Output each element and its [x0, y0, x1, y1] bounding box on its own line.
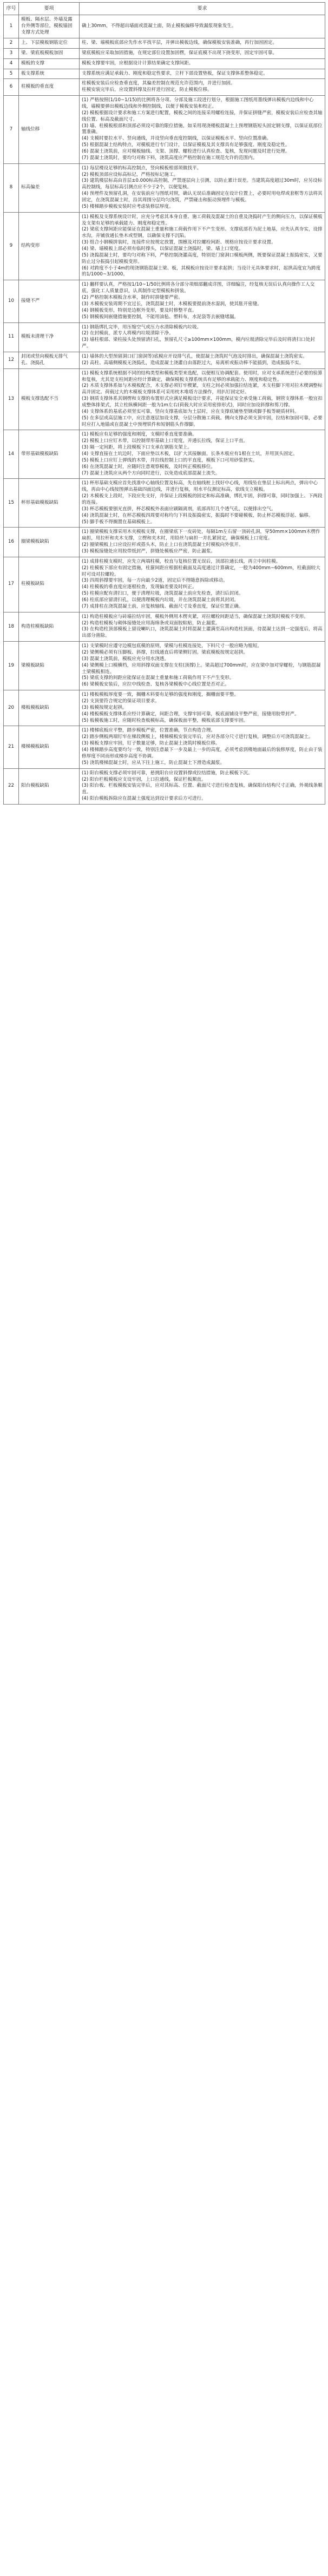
requirement-paragraph: (1) 模板应有足够的强度和刚度，支模时垂直度要准确。: [82, 432, 197, 438]
requirement-paragraph: (3) 墙柱根部、梁柱接头处预留清扫孔，预留孔尺寸≥100mm×100mm，模内垃圾清除完毕后及时将清扫口处封严。: [82, 337, 315, 350]
requirement-paragraph: (1) 每层楼设足够的标高控制点，竖向模板根部须做找平。: [82, 165, 202, 171]
row-number: 14: [4, 430, 19, 479]
table-row: [4, 479, 325, 528]
table-row: [4, 280, 325, 322]
requirement-paragraph: (1) 严格按照(1/10~1/15)的比例将各分项、分部及施工段进行划分，根据施工图纸用墨线弹出模板内边线和中心线，墙模要弹出模板边线和外侧控制线，以便于模板安装和校正。: [82, 97, 314, 109]
row-number: 5: [4, 69, 19, 79]
row-requirement: [80, 48, 325, 58]
requirement-paragraph: (2) 构造柱模板与砌体接缝处应用海绵条或双面胶粘贴，防止漏浆。: [82, 620, 220, 626]
table-row: [4, 79, 325, 96]
row-item: 阳台模板缺陷: [19, 768, 80, 804]
row-number: 16: [4, 528, 19, 557]
row-number: 9: [4, 212, 19, 280]
requirement-paragraph: (5) 柱模应配有清扫口，便于清理垃圾，浇筑混凝土前应先检查，清扫后封闭。: [82, 591, 244, 597]
row-requirement: [80, 768, 325, 804]
row-number: 21: [4, 726, 19, 768]
requirement-paragraph: 支撑系统应满足承载力、刚度和稳定性要求，立杆下部设置垫板，保证支撑体系整体稳定。: [82, 70, 268, 76]
requirement-paragraph: (3) 在构造柱顶部模板上留设喇叭口，浇筑混凝土时将混凝土灌满至高出构造柱顶面，待混凝土达到一定强度后，将高出部分凿除。: [82, 627, 323, 639]
requirement-paragraph: (2) 严格控制木模板含水率，制作时拼缝要严密。: [82, 295, 183, 301]
requirement-paragraph: (4) 楼板模板支撑体系应经计算确定，间距合理，支撑牢固可靠，板底面铺设平整严密，接缝用胶带封严。: [82, 711, 299, 717]
requirement-paragraph: (2) 木质支撑体系如与木模板配合，木支撑必须钉牢楔紧，支柱之间必须加强拉结连紧，木支柱脚下用对拉木楔调整标高并固定。荷载过大的木模板支撑体系可采用枕木堆塔方法操作，用扒钉固定好。: [82, 383, 323, 396]
requirement-paragraph: (5) 脚手板不得搁置在基础模板上。: [82, 519, 155, 525]
table-row: [4, 163, 325, 212]
row-requirement: [80, 15, 325, 38]
requirement-paragraph: (6) 在浇筑混凝土时，应随时注意观察模板，及时纠正模板移位。: [82, 464, 215, 470]
row-item: 接缝不严: [19, 280, 80, 322]
row-requirement: [80, 79, 325, 96]
requirement-paragraph: (3) 混凝土浇筑前，模板应充分用水浇透。: [82, 656, 169, 662]
requirement-paragraph: (2) 高柱、高墙侧模板无浇捣孔，造成混凝土浇灌自由落距过大，易离析或振动棒不能插到，造成振捣不实。: [82, 360, 304, 366]
table-row: [4, 430, 325, 479]
table-row: [4, 38, 325, 48]
row-requirement: [80, 479, 325, 528]
requirement-paragraph: (5) 楼梯踏步模板安装时应考虑装修层厚度。: [82, 203, 174, 209]
requirement-paragraph: (7) 混凝土浇筑应从两个方向同时进行，以免造成底部混凝土流失。: [82, 470, 220, 476]
requirement-paragraph: (5) 根据混凝土结构特点，对模板进行专门设计，以保证模板及其支撑具有足够强度、刚度及稳定性。: [82, 142, 290, 148]
requirement-paragraph: (7) 混凝土浇筑时，要均匀对称下料，浇筑高度应严格控制在施工规范允许的范围内。: [82, 155, 258, 161]
row-requirement: [80, 38, 325, 48]
requirement-paragraph: (3) 隔一定间距，将上段模板下口支承在钢筋支架上。: [82, 445, 192, 451]
requirement-paragraph: (2) 踏步侧板两端钉牢在梯段侧板上，楼梯模板安装完毕后，应对各部分尺寸进行复核，调整后方可浇筑混凝土。: [82, 734, 313, 740]
row-number: 18: [4, 612, 19, 641]
quality-control-table: [3, 2, 325, 805]
table-row: [4, 15, 325, 38]
row-number: 22: [4, 768, 19, 804]
requirement-paragraph: (4) 梁侧模上口模横档，应用斜撑双面支撑在支柱(顶撑)上。梁高超过700mm时，应在梁中加对穿螺栓，与钢筋混凝土梁模板相连。: [82, 662, 321, 675]
requirement-paragraph: (1) 钢筋绑扎完毕，用压缩空气或压力水清除模板内垃圾。: [82, 324, 202, 330]
row-item: 模板支撑选配不当: [19, 368, 80, 430]
requirement-paragraph: (7) 成排柱在浇筑混凝土前，应复核轴线、截面尺寸及垂直度，保证位置正确。: [82, 603, 244, 609]
row-requirement: [80, 430, 325, 479]
row-item: 楼梯模板缺陷: [19, 726, 80, 768]
requirement-paragraph: (3) 建筑楼层标高由首层±0.000标高控制，严禁逐层向上引测，以防止累计误差。当建筑高度超过30m时，应另设标高控制线，每层标高引测点应不少于2个，以便复核。: [82, 178, 323, 190]
row-item: 圈梁模板缺陷: [19, 528, 80, 557]
table-body: [4, 15, 325, 805]
requirement-paragraph: 柱模板安装后应检查垂直度，其偏差控制在规范允许范围内，并进行加固。: [82, 81, 235, 87]
requirement-paragraph: (4) 支模时要拉水平、竖向通线，并设竖向垂直度控制线，以保证模板水平、竖向位置准确。: [82, 136, 272, 142]
row-requirement: [80, 58, 325, 69]
requirement-paragraph: (5) 浇捣混凝土时，要均匀对称下料，严格控制浇灌高度，特别是门窗洞口模板两侧，既要保证混凝土振捣密实，又要防止过分振捣引起模板变形。: [82, 252, 323, 265]
table-row: [4, 726, 325, 768]
row-item: 封闭或竖向模板无排气孔、浇捣孔: [19, 352, 80, 368]
header-no: 序号: [4, 3, 19, 15]
row-number: 11: [4, 322, 19, 352]
requirement-paragraph: (2) 木模板支上段时，下段应先支好，并保证上段模板的固定和标高准确，绑扎牢固，斜撑可靠，同时加强上、下两段的连接。: [82, 493, 323, 505]
requirement-paragraph: (1) 阳台模板支撑必须牢固可靠，悬挑阳台应设置斜撑或拉结措施，防止模板下沉。: [82, 770, 253, 776]
table-row: [4, 322, 325, 352]
requirement-paragraph: (1) 模板支撑系统根据不同的结构类型和模板类型来选配，以便相互协调配套。使用时，应对支承系统进行必要的验算和复核，尤其是支柱间距应经计算确定，确保模板支撑系统具有足够的承载能力、刚度和稳定性。: [82, 370, 323, 383]
row-item: 带形基础模板缺陷: [19, 430, 80, 479]
row-number: 1: [4, 15, 19, 38]
requirement-paragraph: (5) 钢模板间嵌缝措施要控制，不能用油毡、塑料布，水泥袋等去嵌缝堵漏。: [82, 314, 239, 320]
row-number: 4: [4, 58, 19, 69]
requirement-paragraph: (5) 浇筑楼梯混凝土时，应从下往上施工，防止混凝土下滑造成漏浆。: [82, 760, 225, 766]
requirement-paragraph: (6) 梁模板安装后，应拉中线检查、复核各梁模板中心线位置是否对正。: [82, 682, 229, 688]
requirement-paragraph: (5) 梁底支撑的间距应能保证在混凝土重量和施工荷载作用下不产生变形。: [82, 675, 234, 681]
requirement-paragraph: (1) 模板及支撑系统设计时，应充分考虑其本身自重、施工荷载及混凝土的自重及浇捣时产生的侧向压力，以保证模板及支架有足够的承载能力、刚度和稳定性。: [82, 214, 323, 226]
row-requirement: [80, 69, 325, 79]
requirement-paragraph: (4) 预埋件及预留孔洞，在安装前应与图纸对照，确认无误后准确固定在设计位置上，必要时用电焊或套框等方法将其固定，在浇筑混凝土时，沿其周围分层均匀浇筑，严禁碰击和振动预埋件与模板。: [82, 191, 323, 203]
header-item: 要项: [19, 3, 80, 15]
requirement-paragraph: (3) 阳台板、栏板模板安装完毕后，应对其标高、位置、截面尺寸进行检查复核，确保阳台结构尺寸正确，外观线条顺直。: [82, 783, 323, 795]
requirement-paragraph: (5) 板模板施工时，应随时检查板模标高，确保板面平整，模板底部支撑要牢固。: [82, 717, 248, 723]
table-row: [4, 48, 325, 58]
requirement-paragraph: (3) 墙、柱模板根部和顶部必须设可靠的限位措施，如采用现浇楼板混凝土上预埋钢筋短头固定钢支撑，以保证底部位置准确。: [82, 123, 323, 135]
requirement-paragraph: (6) 混凝土浇筑前，应对模板轴线、支架、顶撑、螺栓进行认真检查、复核，发现问题及时进行处理。: [82, 149, 290, 155]
requirement-paragraph: (1) 楼板模板厚度要一致，搁栅木料要有足够的强度和刚度，搁栅面要平整。: [82, 692, 239, 698]
requirement-paragraph: (4) 支撑体系的基底必须坚实可靠，竖向支撑基底如为土层时，应在支撑底铺垫型钢或脚手板等硬质材料。: [82, 409, 299, 414]
requirement-paragraph: (3) 模板接缝处应用胶带纸封严，拼缝处模板应严密，防止漏浆。: [82, 549, 215, 554]
requirement-paragraph: (4) 梁、墙模板上部必须有临时撑头，以保证混凝土浇捣时，梁、墙上口宽度。: [82, 246, 244, 252]
table-header-row: [4, 3, 325, 15]
requirement-paragraph: (3) 板模按规定起拱。: [82, 704, 127, 710]
requirement-paragraph: (2) 圈梁模板上口应设拉杆或搭头木，防止上口在浇筑混凝土时模板向外张开。: [82, 542, 244, 548]
requirement-paragraph: (1) 杯形基础支模应首先找准中心轴线位置及标高，先在轴线桩上找好中心线，用线坠在垫层上标出两点，弹出中心线，再由中心线按图弹出基础四面边线，并进行复核，用水平仪测定标高，依线支立模板。: [82, 480, 318, 493]
table-row: [4, 528, 325, 557]
requirement-paragraph: (2) 柱模板下部应有固定措施，柱箍间距应根据柱截面及高度通过计算确定，一般为400mm~600mm，柱截面较大时可设对拉螺栓。: [82, 565, 320, 577]
requirement-paragraph: (5) 在多层或高层施工中，应注意逐层加设支撑，分层分散施工荷载。侧向支撑必须支顶牢固，拉结和加固可靠，必要时应打入地锚或在混凝土中预埋铁件和短钢筋头作撑脚。: [82, 415, 323, 427]
requirement-paragraph: (1) 翻样要认真，严格按1/10~1/50比例将各分部分项细部翻成详图，详细编注，经复核无误后认真向操作工人交底，强化工人质量意识，认真制作定型模板和拼装。: [82, 282, 315, 294]
row-number: 3: [4, 48, 19, 58]
row-requirement: [80, 557, 325, 612]
requirement-paragraph: (4) 支撑直接在土坑边时，下面应垫以木板，以扩大其接触面。长条木板应有1根在土坑，并用顶头固定。: [82, 451, 298, 457]
row-item: 模板的支撑: [19, 58, 80, 69]
row-number: 8: [4, 163, 19, 212]
row-item: 构造柱模板缺陷: [19, 612, 80, 641]
requirement-paragraph: (3) 木模板安装周期不宜过长，浇筑混凝土时，木模板要提前浇水湿润，使其胀开密缝。: [82, 301, 262, 307]
requirement-paragraph: (3) 杯芯模板要刨光直拼，杯芯模板外表面应刷隔离剂，底部再钉几个透气孔，以便排出空气。: [82, 506, 276, 512]
requirement-paragraph: (1) 墙体的大型预留洞口(门窗洞等)底模应开设排气孔，使混凝土浇筑时气泡及时排出，确保混凝土浇筑密实。: [82, 353, 307, 359]
table-row: [4, 96, 325, 164]
requirement-paragraph: 模板支撑要牢固，应根据设计计算结果确定支撑间距。: [82, 60, 194, 66]
row-item: 梁、梁底板模板加固: [19, 48, 80, 58]
requirement-paragraph: (2) 在封模前，派专人将模内垃圾清除干净。: [82, 331, 174, 337]
row-number: 13: [4, 368, 19, 430]
requirement-paragraph: (2) 梁底支撑间距应能保证在混凝土重量和施工荷载作用下不产生变形。支撑底部若为泥土地基，应先认真夯实，设排水沟，并铺放通长垫木或型钢，以确保支撑不沉陷。: [82, 227, 323, 239]
row-number: 20: [4, 690, 19, 726]
requirement-paragraph: (4) 浇筑混凝土时，在杯芯模板四周要对称均匀下料及振捣密实，振捣时不要碰模板，防止杯芯模板浮起、偏移。: [82, 512, 313, 518]
requirement-paragraph: (2) 模板顶部应设标高标记，严格按标记施工。: [82, 172, 179, 177]
row-requirement: [80, 690, 325, 726]
row-requirement: [80, 528, 325, 557]
requirement-paragraph: (1) 成排柱模支模时，应先立两端柱模，校直与复核位置无误后，顶部拉通长线，再立中间柱模。: [82, 558, 281, 564]
requirement-paragraph: (1) 圈梁模板支撑采用木夹模板支撑，在圈梁底下一皮砖处，每隔1m左右留一顶砖孔洞，穿50mm×100mm木楞作扁担，用拉杆和夹木支撑，立楞和夹木时，用铅丝与扁担一并扎紧固定，确保模板上口宽度。: [82, 529, 320, 542]
requirement-paragraph: (2) 支顶要符合规定的保证项目要求。: [82, 699, 160, 704]
row-requirement: [80, 280, 325, 322]
table-row: [4, 58, 325, 69]
table-row: [4, 69, 325, 79]
row-item: 梁模板缺陷: [19, 642, 80, 690]
requirement-paragraph: (1) 构造柱模板应与砖墙拉结牢固，模板外侧用木楞夹紧，对拉螺栓间距适当，确保混凝土浇筑时模板不变形。: [82, 614, 309, 620]
row-requirement: [80, 96, 325, 164]
table-row: [4, 212, 325, 280]
row-item: 结构变形: [19, 212, 80, 280]
row-number: 19: [4, 642, 19, 690]
requirement-paragraph: (3) 钢质支撑体系其钢楞和支撑的布置形式应满足模板设计要求，并能保证安全承受施工荷载，钢管支撑体系一般宜扣成整体排架式，其立柱纵横间距一般为1m左右(荷载大时应采用密排形式)，同时应加设斜撑和剪刀撑。: [82, 396, 323, 408]
requirement-paragraph: (1) 支梁模时应遵守边模包底模的原则，梁模与柱模连接处，下料尺寸一般应略为缩短。: [82, 643, 262, 649]
requirement-paragraph: (2) 模板上口应钉木带，以控制带形基础上口宽度，并通长拉线，保证上口平直。: [82, 438, 248, 444]
requirement-paragraph: (3) 模板支撑应牢固，钉子数量足够，防止混凝土浇筑时模板位移。: [82, 741, 220, 747]
requirement-paragraph: 柱模安装完毕后，应设置斜撑及拉杆进行固定，防止模板位移。: [82, 87, 212, 93]
table-row: [4, 642, 325, 690]
row-requirement: [80, 352, 325, 368]
table-row: [4, 352, 325, 368]
requirement-paragraph: (5) 模板上口应钉上弹线的木带，并拉线控制上口的平直度，模板下口可用砂浆挤实。: [82, 457, 258, 463]
row-item: 上、下层模板钢筋定位: [19, 38, 80, 48]
table-row: [4, 368, 325, 430]
row-item: 楼板模板缺陷: [19, 690, 80, 726]
row-item: 杯形基础模板缺陷: [19, 479, 80, 528]
header-requirement: 要求: [80, 3, 325, 15]
row-requirement: [80, 642, 325, 690]
requirement-paragraph: (3) 组合小钢模拼装时，连接件应按规定放置，围檩及对拉螺栓间距、规格应按设计要求设置。: [82, 240, 276, 246]
row-requirement: [80, 726, 325, 768]
row-requirement: [80, 212, 325, 280]
table-row: [4, 612, 325, 641]
table-row: [4, 557, 325, 612]
requirement-paragraph: (4) 阳台模板拆除应在混凝土强度达到设计要求后方可进行。: [82, 796, 206, 802]
row-number: 7: [4, 96, 19, 164]
table-row: [4, 768, 325, 804]
row-number: 2: [4, 38, 19, 48]
row-number: 10: [4, 280, 19, 322]
row-number: 15: [4, 479, 19, 528]
row-requirement: [80, 322, 325, 352]
row-requirement: [80, 368, 325, 430]
requirement-paragraph: (6) 柱底部应留清扫孔，以便清理模板内垃圾，并在浇筑混凝土前将其封闭。: [82, 597, 239, 603]
table-row: [4, 690, 325, 726]
row-item: 轴线位移: [19, 96, 80, 164]
row-item: 柱模板缺陷: [19, 557, 80, 612]
requirement-paragraph: 梁底模板应采取加固措施，在规定部位设置加固楞，保证底模不出现下挠变形，固定牢固可靠。: [82, 50, 277, 56]
requirement-paragraph: (4) 钢模板变形，特别是边框外变形，要及时修整平直。: [82, 307, 197, 313]
requirement-paragraph: (6) 对跨度不小于4m的现浇钢筋混凝土梁、板，其模板应按设计要求起拱；当设计无具体要求时，起拱高度宜为跨度的1/1000~3/1000。: [82, 265, 321, 278]
row-item: 标高偏差: [19, 163, 80, 212]
requirement-paragraph: (4) 柱模板的垂直度应逐根检查，发现偏差要及时纠正。: [82, 584, 197, 590]
row-item: 板支撑系统: [19, 69, 80, 79]
requirement-paragraph: (1) 楼梯底板应平整，踏步模板严密，位置准确，节点构造合理。: [82, 728, 215, 734]
requirement-paragraph: 柱、梁、墙模板底部应先作水平找平层，并弹出模板边线，确保模板安装准确，再行加固固定。: [82, 39, 277, 45]
requirement-paragraph: 确上30mm，不得超出墙面或混凝土面，防止模板偏移导致漏浆现象发生。: [82, 23, 237, 29]
requirement-paragraph: (2) 模板根据设计要求和施工方案进行配置，模板之间的连接采用螺栓连接，并保证拼缝严密，模板安装后应检查其轴线位置、标高及截面尺寸。: [82, 110, 323, 122]
row-number: 6: [4, 79, 19, 96]
requirement-paragraph: (2) 阳台栏板模板应支设牢固，上口拉通线，保证栏板顺直。: [82, 776, 206, 782]
row-item: 模板未清理干净: [19, 322, 80, 352]
row-requirement: [80, 163, 325, 212]
requirement-paragraph: (3) 四周斜撑要牢固，每一方向最少2道，固定后不得随意拆除或移动。: [82, 578, 228, 584]
row-requirement: [80, 612, 325, 641]
requirement-paragraph: (2) 梁侧模必须有压脚板、斜撑，拉线通直后将梁侧钉固。梁底模板按规定起拱。: [82, 650, 248, 656]
row-item: 柱模板的垂直度: [19, 79, 80, 96]
row-number: 12: [4, 352, 19, 368]
row-item: 模板、隔水层、外墙及露台外侧等部位，模板锚固支撑方式处理: [19, 15, 80, 38]
requirement-paragraph: (4) 楼梯踏步高度要均匀一致，特别注意最下一步及最上一步的高度，必须考虑到楼地面最后的装修厚度，防止由于装修厚度不同而形成梯步高度不协调。: [82, 747, 323, 759]
row-number: 17: [4, 557, 19, 612]
